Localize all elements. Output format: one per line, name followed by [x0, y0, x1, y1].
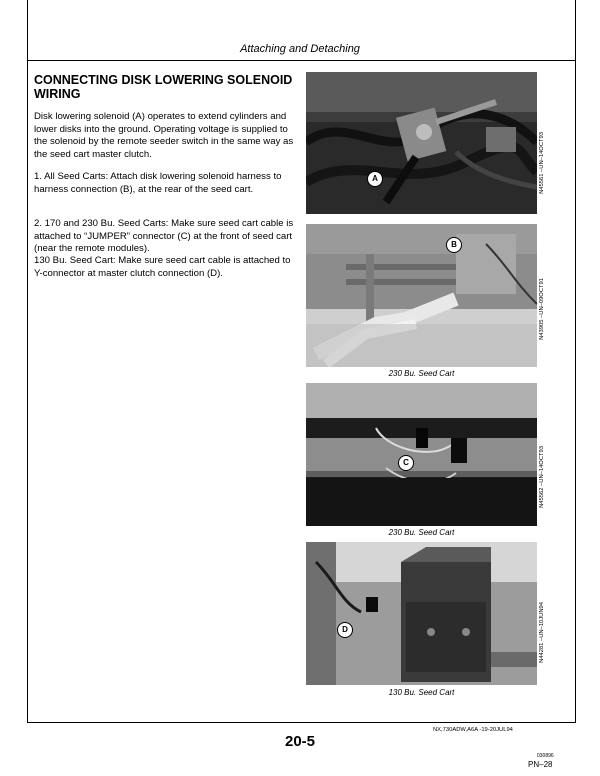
photo-jumper-c: [306, 383, 537, 526]
page-number: 20-5: [284, 733, 316, 750]
section-title: CONNECTING DISK LOWERING SOLENOID WIRING: [34, 73, 293, 101]
header-rule: [27, 60, 576, 61]
callout-a: A: [367, 171, 383, 187]
small-code: 030896: [537, 753, 554, 759]
figure-caption-c: 230 Bu. Seed Cart: [388, 528, 455, 537]
figure-caption-b: 230 Bu. Seed Cart: [388, 369, 455, 378]
page-header-title: Attaching and Detaching: [240, 43, 360, 55]
callout-c: C: [398, 455, 414, 471]
figure-caption-d: 130 Bu. Seed Cart: [388, 688, 455, 697]
frame-line: [575, 60, 576, 722]
figure-code-a: N45561 –UN–14OCT93: [539, 132, 545, 194]
paragraph-130-bu: 130 Bu. Seed Cart: Make sure seed cart cable is attached to Y-connector at master clutch connection (D).: [34, 255, 291, 279]
frame-line: [27, 60, 28, 722]
photo-clutch-d: [306, 542, 537, 685]
figure-code-c: N45562 –UN–14OCT93: [539, 446, 545, 508]
photo-solenoid-a: [306, 72, 537, 214]
callout-d: D: [337, 622, 353, 638]
paragraph-step-1: 1. All Seed Carts: Attach disk lowering solenoid harness to harness connection (B), at the rear of the seed cart.: [34, 171, 282, 195]
paragraph-step-2: 2. 170 and 230 Bu. Seed Carts: Make sure seed cart cable is attached to “JUMPER” connector (C) at the front of seed cart (near the remote modules).: [34, 218, 294, 254]
paragraph-solenoid-description: Disk lowering solenoid (A) operates to extend cylinders and lower disks into the ground. Operating voltage is supplied to the solenoid by the remote seeder switch in the same way as the seed cart master clutch.: [34, 111, 294, 160]
callout-b: B: [446, 237, 462, 253]
footer-rule: [27, 722, 576, 723]
pn-number: PN–28: [528, 760, 553, 769]
photo-harness-b: [306, 224, 537, 367]
figure-code-d: N44281 –UN–10JUN94: [539, 602, 545, 663]
document-reference: NX,730ADW,A6A -19-20JUL94: [433, 727, 513, 733]
figure-code-b: N43905 –UN–09OCT91: [539, 278, 545, 340]
